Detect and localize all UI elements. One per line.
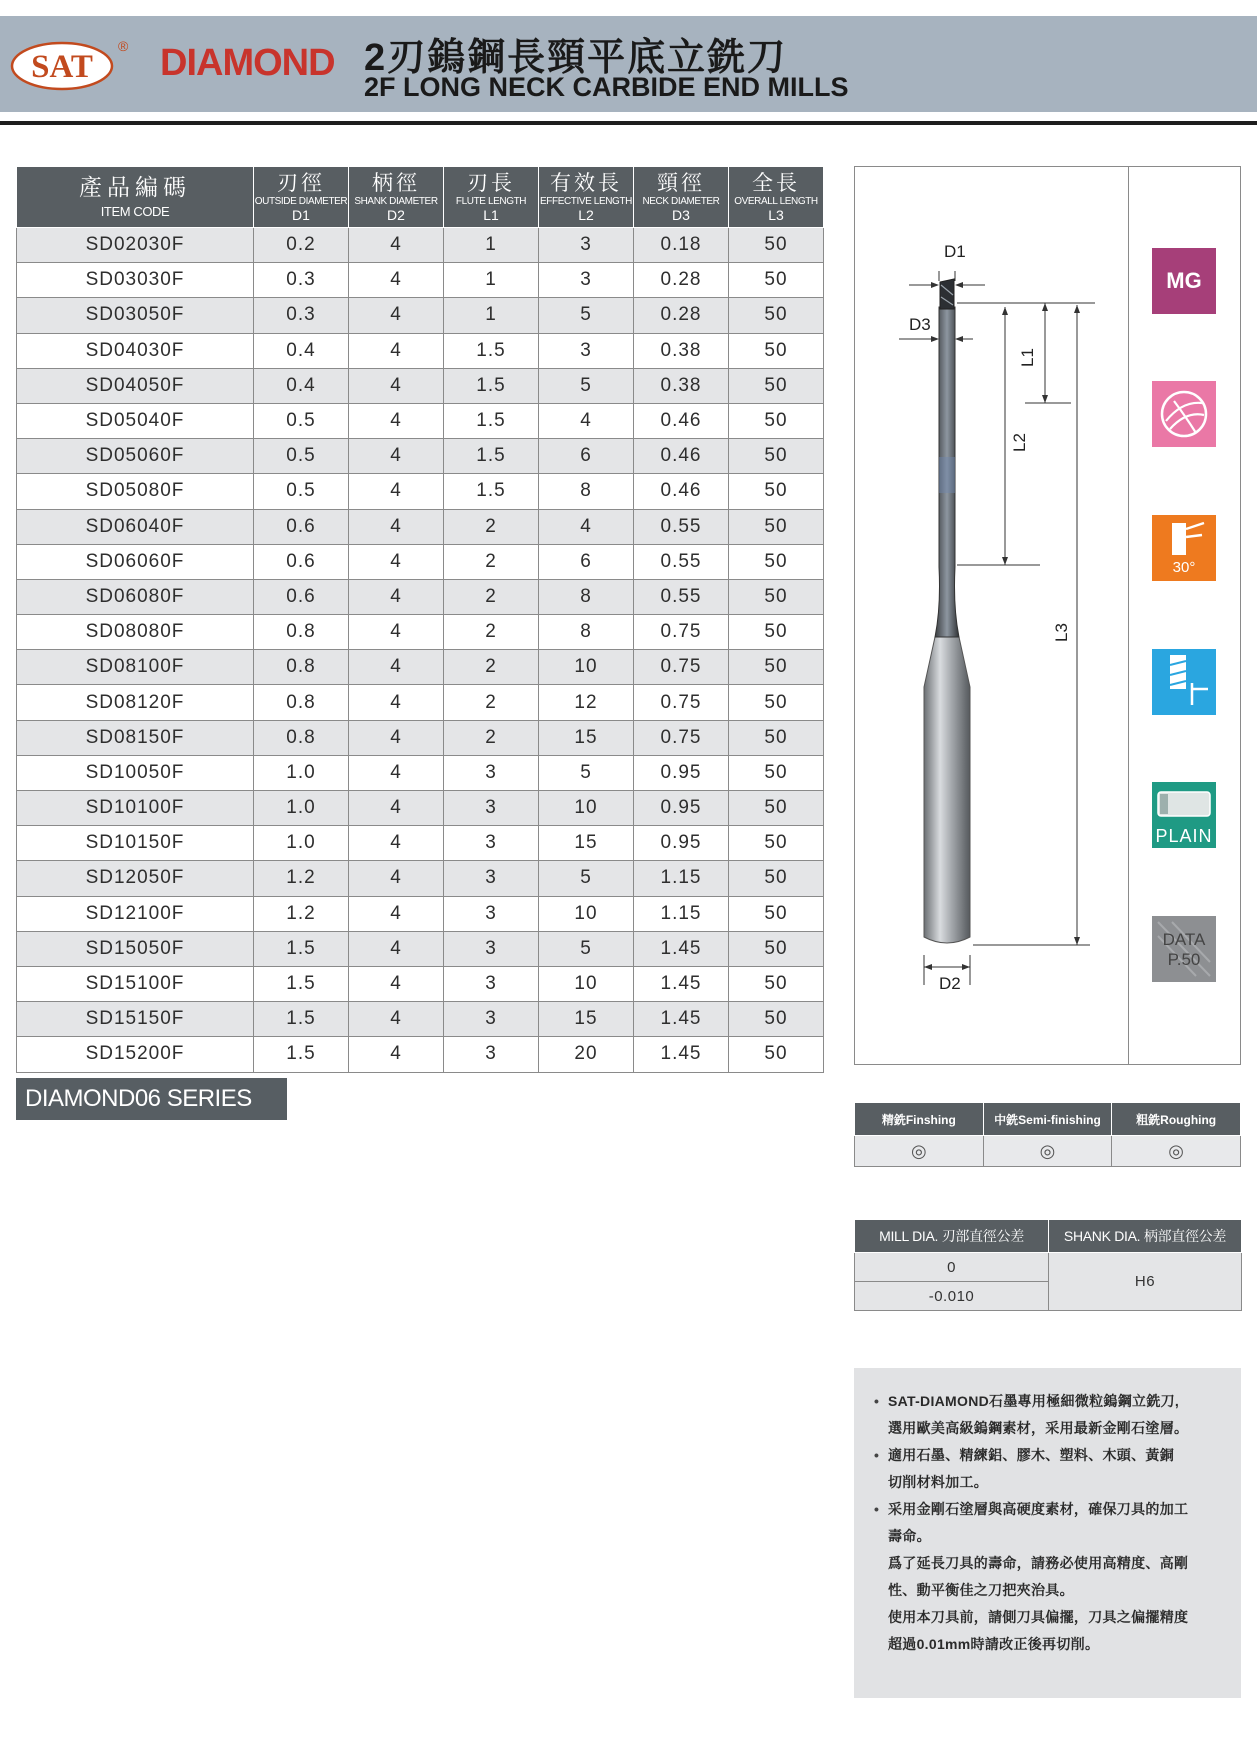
end-mill-drawing	[855, 167, 1129, 1064]
shank-dia-header: SHANK DIA. 柄部直徑公差	[1049, 1220, 1242, 1253]
notes-panel	[854, 1368, 1241, 1698]
table-cell: 2	[444, 544, 539, 579]
note-line: 使用本刀具前，請側刀具偏擺，刀具之偏擺精度	[888, 1609, 1189, 1625]
table-cell: 50	[729, 1002, 824, 1037]
table-cell: 50	[729, 931, 824, 966]
table-cell: 3	[444, 966, 539, 1001]
column-header-en: ITEM CODE	[100, 204, 170, 219]
column-header-en: OVERALL LENGTH	[734, 195, 818, 207]
table-cell: 0.95	[634, 826, 729, 861]
table-cell: 4	[349, 333, 444, 368]
table-cell: 0.75	[634, 615, 729, 650]
table-cell: 3	[444, 896, 539, 931]
table-row	[17, 579, 824, 614]
table-cell: 1	[444, 298, 539, 333]
table-cell: 50	[729, 755, 824, 790]
table-cell: 1.2	[254, 861, 349, 896]
page-title-zh: 2刃鎢鋼長頸平底立銑刀	[364, 37, 788, 79]
item-code-cell: SD12050F	[17, 861, 254, 896]
table-row	[17, 1037, 824, 1072]
table-cell: 1.5	[254, 931, 349, 966]
label-d3: D3	[909, 315, 931, 334]
table-cell: 0.75	[634, 650, 729, 685]
table-cell: 0.38	[634, 333, 729, 368]
table-cell: 0.4	[254, 368, 349, 403]
table-cell: 2	[444, 720, 539, 755]
item-code-cell: SD04030F	[17, 333, 254, 368]
table-cell: 0.5	[254, 403, 349, 438]
item-code-cell: SD15150F	[17, 1002, 254, 1037]
roughing-mark: ◎	[1112, 1136, 1241, 1167]
table-cell: 3	[444, 826, 539, 861]
flat-end-icon	[1152, 649, 1216, 715]
table-cell: 3	[444, 931, 539, 966]
shank-tolerance: H6	[1049, 1253, 1242, 1311]
table-cell: 0.2	[254, 228, 349, 263]
table-cell: 4	[349, 403, 444, 438]
table-cell: 1.5	[444, 403, 539, 438]
spec-table-body	[17, 228, 824, 1073]
table-cell: 10	[539, 650, 634, 685]
column-header-sym: L1	[483, 206, 499, 223]
table-cell: 0.3	[254, 298, 349, 333]
column-header-zh: 柄徑	[372, 171, 420, 195]
data-label: DATA	[1162, 930, 1206, 949]
table-row	[17, 439, 824, 474]
table-cell: 1.15	[634, 896, 729, 931]
semi-finishing-mark: ◎	[983, 1136, 1112, 1167]
plain-shank-icon	[1152, 782, 1216, 848]
table-cell: 0.75	[634, 685, 729, 720]
brand-name: DIAMOND	[160, 42, 335, 84]
table-cell: 1.15	[634, 861, 729, 896]
notes-list	[874, 1388, 1227, 1658]
table-cell: 50	[729, 333, 824, 368]
table-cell: 1.5	[254, 1037, 349, 1072]
finishing-header: 精銑Finshing	[855, 1103, 984, 1136]
table-cell: 4	[349, 298, 444, 333]
table-cell: 0.55	[634, 509, 729, 544]
helix-angle-label: 30°	[1172, 559, 1196, 576]
table-cell: 8	[539, 579, 634, 614]
spec-table-header	[17, 167, 824, 228]
table-cell: 50	[729, 298, 824, 333]
table-row	[17, 263, 824, 298]
table-cell: 10	[539, 966, 634, 1001]
note-line: 爲了延長刀具的壽命，請務必使用高精度、高剛	[888, 1555, 1189, 1571]
item-code-cell: SD04050F	[17, 368, 254, 403]
table-cell: 20	[539, 1037, 634, 1072]
table-cell: 50	[729, 826, 824, 861]
table-cell: 4	[349, 931, 444, 966]
table-cell: 0.95	[634, 791, 729, 826]
table-cell: 50	[729, 509, 824, 544]
table-row	[17, 861, 824, 896]
table-cell: 50	[729, 439, 824, 474]
column-header	[539, 167, 634, 228]
item-code-cell: SD05060F	[17, 439, 254, 474]
table-cell: 3	[539, 228, 634, 263]
table-cell: 8	[539, 615, 634, 650]
table-cell: 0.46	[634, 403, 729, 438]
table-cell: 50	[729, 544, 824, 579]
note-line: • SAT-DIAMOND石墨專用極細微粒鎢鋼立銑刀,	[874, 1388, 1227, 1415]
column-header-zh: 頸徑	[657, 171, 705, 195]
table-cell: 4	[349, 826, 444, 861]
table-cell: 6	[539, 544, 634, 579]
table-cell: 1.45	[634, 966, 729, 1001]
table-cell: 5	[539, 368, 634, 403]
table-cell: 4	[349, 755, 444, 790]
table-cell: 0.6	[254, 544, 349, 579]
column-header	[254, 167, 349, 228]
column-header-sym: L3	[768, 206, 784, 223]
column-header-sym: D2	[387, 206, 405, 223]
table-cell: 10	[539, 896, 634, 931]
item-code-cell: SD10050F	[17, 755, 254, 790]
table-cell: 15	[539, 826, 634, 861]
table-row	[17, 509, 824, 544]
table-cell: 0.8	[254, 685, 349, 720]
item-code-cell: SD12100F	[17, 896, 254, 931]
item-code-cell: SD15100F	[17, 966, 254, 1001]
table-cell: 0.28	[634, 298, 729, 333]
table-cell: 50	[729, 615, 824, 650]
note-line: • 采用金剛石塗層與高硬度素材，確保刀具的加工	[874, 1496, 1227, 1523]
table-cell: 0.18	[634, 228, 729, 263]
table-cell: 1	[444, 263, 539, 298]
helix-angle-icon	[1152, 515, 1216, 581]
table-cell: 0.3	[254, 263, 349, 298]
table-cell: 2	[444, 650, 539, 685]
table-cell: 1.5	[254, 1002, 349, 1037]
table-row	[17, 755, 824, 790]
semi-finishing-header: 中銑Semi-finishing	[983, 1103, 1112, 1136]
table-cell: 0.55	[634, 544, 729, 579]
page-title-en: 2F LONG NECK CARBIDE END MILLS	[364, 72, 849, 102]
table-row	[17, 720, 824, 755]
table-cell: 0.5	[254, 439, 349, 474]
table-cell: 5	[539, 861, 634, 896]
column-header-sym: D1	[292, 206, 310, 223]
table-cell: 1.5	[444, 333, 539, 368]
table-cell: 1.0	[254, 826, 349, 861]
label-l3: L3	[1052, 623, 1071, 642]
item-code-cell: SD08080F	[17, 615, 254, 650]
table-row	[17, 650, 824, 685]
spec-table	[16, 166, 824, 1073]
table-cell: 4	[349, 439, 444, 474]
table-cell: 50	[729, 228, 824, 263]
table-row	[17, 544, 824, 579]
table-cell: 50	[729, 1037, 824, 1072]
column-header-en: SHANK DIAMETER	[354, 195, 438, 207]
item-code-cell: SD05040F	[17, 403, 254, 438]
table-cell: 0.8	[254, 615, 349, 650]
table-cell: 1	[444, 228, 539, 263]
mill-upper-tolerance: 0	[855, 1253, 1049, 1282]
table-cell: 1.0	[254, 791, 349, 826]
data-reference-icon	[1152, 916, 1216, 982]
diagram-divider	[1128, 166, 1129, 1065]
column-header-zh: 全長	[752, 171, 800, 195]
column-header	[729, 167, 824, 228]
column-header-en: NECK DIAMETER	[642, 195, 720, 207]
table-row	[17, 403, 824, 438]
column-header	[17, 167, 254, 228]
tool-shank	[924, 637, 970, 943]
table-cell: 50	[729, 474, 824, 509]
table-cell: 3	[444, 1037, 539, 1072]
table-cell: 50	[729, 685, 824, 720]
item-code-cell: SD02030F	[17, 228, 254, 263]
table-cell: 0.4	[254, 333, 349, 368]
table-cell: 50	[729, 368, 824, 403]
table-cell: 0.75	[634, 720, 729, 755]
table-cell: 3	[444, 791, 539, 826]
label-d1: D1	[944, 242, 966, 261]
registered-mark: ®	[118, 38, 129, 54]
item-code-cell: SD06060F	[17, 544, 254, 579]
table-row	[17, 368, 824, 403]
note-line: 切削材料加工。	[888, 1474, 989, 1490]
item-code-cell: SD08150F	[17, 720, 254, 755]
item-code-cell: SD10150F	[17, 826, 254, 861]
table-cell: 50	[729, 966, 824, 1001]
item-code-cell: SD06040F	[17, 509, 254, 544]
item-code-cell: SD15200F	[17, 1037, 254, 1072]
table-cell: 0.38	[634, 368, 729, 403]
table-cell: 0.5	[254, 474, 349, 509]
item-code-cell: SD08100F	[17, 650, 254, 685]
table-cell: 4	[349, 791, 444, 826]
column-header-en: FLUTE LENGTH	[455, 195, 527, 207]
item-code-cell: SD03050F	[17, 298, 254, 333]
table-cell: 0.95	[634, 755, 729, 790]
mill-dia-header: MILL DIA. 刃部直徑公差	[855, 1220, 1049, 1253]
table-cell: 8	[539, 474, 634, 509]
table-cell: 3	[444, 1002, 539, 1037]
table-cell: 1.0	[254, 755, 349, 790]
table-cell: 4	[349, 1002, 444, 1037]
column-header	[634, 167, 729, 228]
table-cell: 4	[349, 228, 444, 263]
column-header-zh: 產品編碼	[79, 174, 191, 200]
table-cell: 4	[349, 720, 444, 755]
table-cell: 0.6	[254, 509, 349, 544]
table-cell: 50	[729, 579, 824, 614]
roughing-header: 粗銑Roughing	[1112, 1103, 1241, 1136]
table-cell: 50	[729, 650, 824, 685]
table-row	[17, 685, 824, 720]
table-cell: 2	[444, 685, 539, 720]
table-cell: 0.55	[634, 579, 729, 614]
item-code-cell: SD05080F	[17, 474, 254, 509]
table-cell: 50	[729, 896, 824, 931]
table-row	[17, 826, 824, 861]
table-cell: 0.8	[254, 720, 349, 755]
table-cell: 3	[539, 263, 634, 298]
item-code-cell: SD06080F	[17, 579, 254, 614]
table-cell: 4	[349, 685, 444, 720]
table-cell: 0.46	[634, 474, 729, 509]
table-cell: 3	[444, 861, 539, 896]
table-row	[17, 1002, 824, 1037]
table-cell: 6	[539, 439, 634, 474]
plain-shank-label: PLAIN	[1155, 826, 1213, 846]
table-cell: 4	[539, 509, 634, 544]
table-cell: 5	[539, 755, 634, 790]
table-cell: 1.45	[634, 931, 729, 966]
table-cell: 0.8	[254, 650, 349, 685]
table-cell: 1.45	[634, 1002, 729, 1037]
label-d2: D2	[939, 974, 961, 993]
table-row	[17, 615, 824, 650]
table-cell: 1.5	[444, 439, 539, 474]
logo-text: SAT	[31, 49, 93, 85]
finishing-table	[854, 1102, 1241, 1167]
note-line: 性、動平衡佳之刀把夾治具。	[888, 1582, 1074, 1598]
table-cell: 1.2	[254, 896, 349, 931]
table-cell: 0.6	[254, 579, 349, 614]
table-cell: 4	[349, 368, 444, 403]
table-cell: 50	[729, 263, 824, 298]
table-row	[17, 228, 824, 263]
table-row	[17, 931, 824, 966]
table-cell: 15	[539, 1002, 634, 1037]
table-cell: 50	[729, 720, 824, 755]
table-cell: 50	[729, 861, 824, 896]
label-l2: L2	[1010, 433, 1029, 452]
table-cell: 4	[349, 474, 444, 509]
label-l1: L1	[1018, 348, 1037, 367]
table-cell: 3	[539, 333, 634, 368]
data-page-label: P.50	[1167, 950, 1201, 969]
table-cell: 4	[539, 403, 634, 438]
column-header-zh: 刃徑	[277, 171, 325, 195]
table-cell: 4	[349, 579, 444, 614]
table-cell: 0.46	[634, 439, 729, 474]
note-line: • 適用石墨、精練鋁、膠木、塑料、木頭、黃銅	[874, 1442, 1227, 1469]
note-line: 壽命。	[888, 1528, 931, 1544]
header-rule	[0, 121, 1257, 125]
column-header-en: EFFECTIVE LENGTH	[540, 195, 632, 207]
item-code-cell: SD08120F	[17, 685, 254, 720]
table-cell: 3	[444, 755, 539, 790]
coating-icon	[1152, 381, 1216, 447]
table-cell: 1.5	[444, 474, 539, 509]
table-row	[17, 896, 824, 931]
table-row	[17, 474, 824, 509]
table-cell: 50	[729, 403, 824, 438]
table-cell: 10	[539, 791, 634, 826]
table-cell: 2	[444, 579, 539, 614]
table-row	[17, 298, 824, 333]
table-cell: 2	[444, 615, 539, 650]
item-code-cell: SD10100F	[17, 791, 254, 826]
table-cell: 4	[349, 861, 444, 896]
tolerance-table	[854, 1219, 1242, 1311]
column-header-en: OUTSIDE DIAMETER	[254, 195, 348, 207]
table-cell: 1.5	[254, 966, 349, 1001]
table-row	[17, 333, 824, 368]
table-cell: 4	[349, 509, 444, 544]
table-cell: 2	[444, 509, 539, 544]
table-cell: 4	[349, 896, 444, 931]
table-cell: 12	[539, 685, 634, 720]
column-header	[349, 167, 444, 228]
column-header-zh: 有效長	[550, 171, 622, 195]
table-cell: 4	[349, 263, 444, 298]
table-cell: 15	[539, 720, 634, 755]
table-cell: 5	[539, 931, 634, 966]
column-header	[444, 167, 539, 228]
item-code-cell: SD03030F	[17, 263, 254, 298]
series-label: DIAMOND06 SERIES	[16, 1078, 287, 1120]
table-row	[17, 966, 824, 1001]
table-cell: 0.28	[634, 263, 729, 298]
column-header-sym: D3	[672, 206, 690, 223]
mg-badge: MG	[1152, 248, 1216, 314]
table-cell: 4	[349, 615, 444, 650]
table-cell: 4	[349, 650, 444, 685]
table-row	[17, 791, 824, 826]
table-cell: 4	[349, 966, 444, 1001]
column-header-zh: 刃長	[467, 171, 515, 195]
table-cell: 1.45	[634, 1037, 729, 1072]
note-line: 選用歐美高級鎢鋼素材，采用最新金剛石塗層。	[888, 1420, 1189, 1436]
table-cell: 4	[349, 544, 444, 579]
note-line: 超過0.01mm時請改正後再切削。	[888, 1636, 1100, 1652]
column-header-sym: L2	[578, 206, 594, 223]
table-cell: 1.5	[444, 368, 539, 403]
table-cell: 50	[729, 791, 824, 826]
table-cell: 4	[349, 1037, 444, 1072]
mill-lower-tolerance: -0.010	[855, 1282, 1049, 1311]
finishing-mark: ◎	[855, 1136, 984, 1167]
sat-logo-icon	[10, 40, 114, 92]
table-cell: 5	[539, 298, 634, 333]
item-code-cell: SD15050F	[17, 931, 254, 966]
